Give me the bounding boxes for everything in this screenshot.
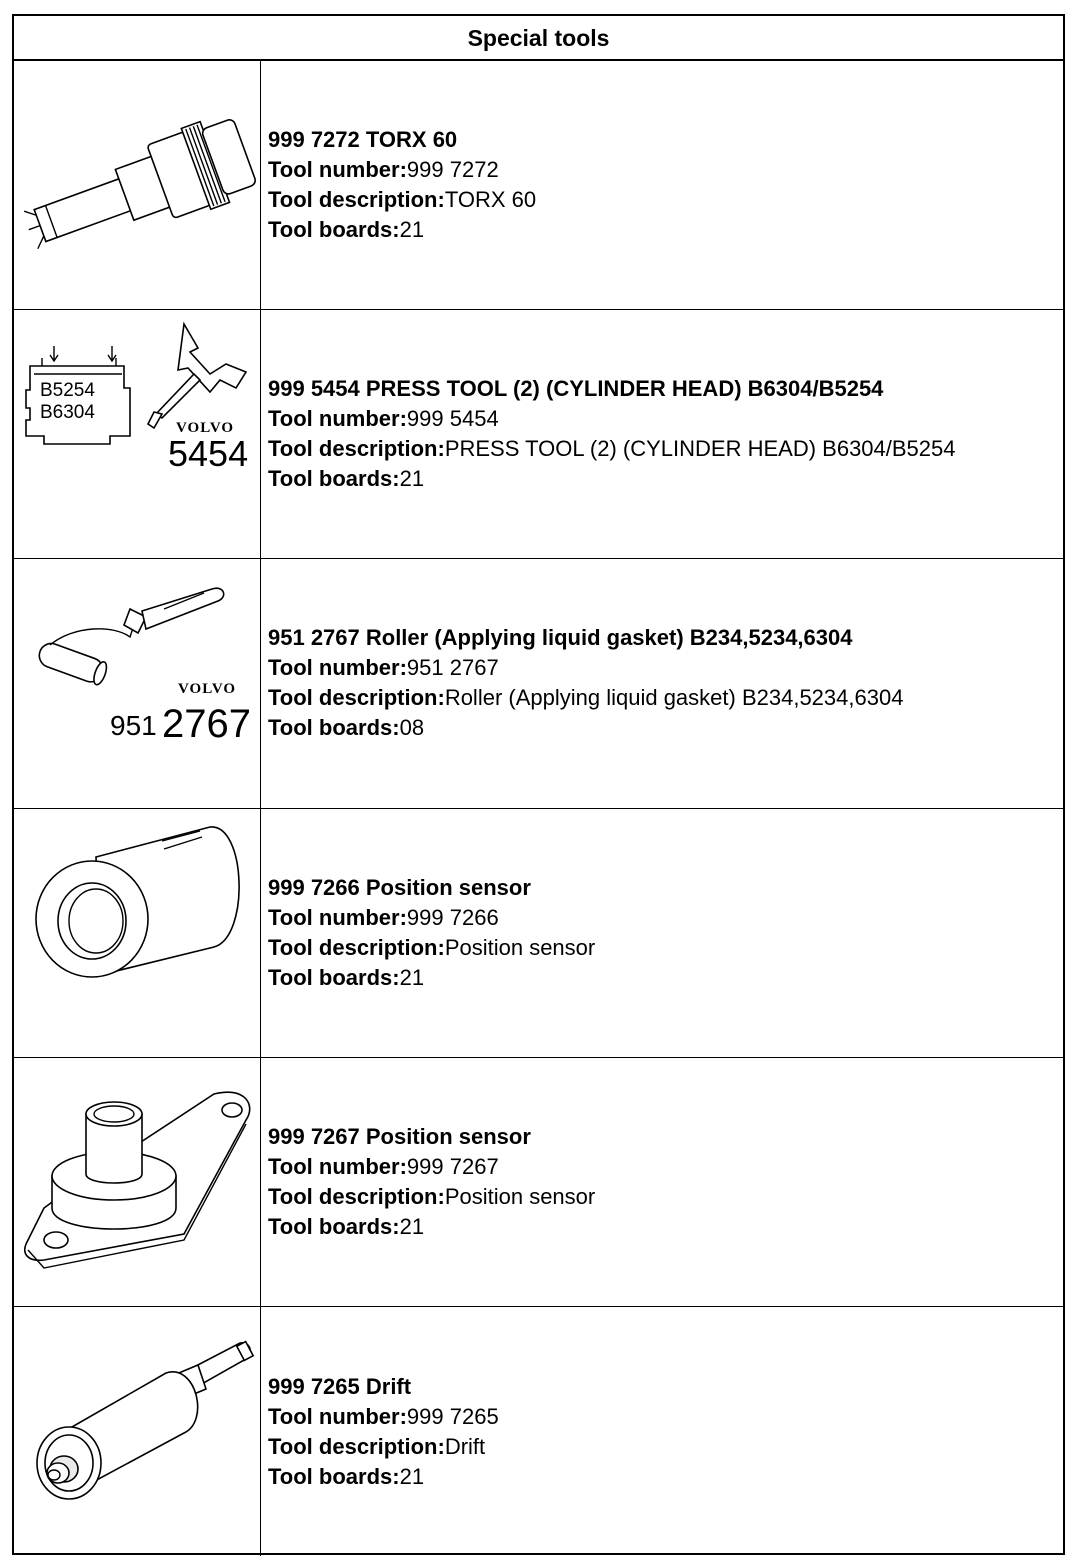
volvo-brand-label: VOLVO <box>176 420 235 437</box>
plate-label-bottom: B6304 <box>40 402 95 424</box>
tool-number-label: Tool number: <box>268 1403 407 1429</box>
tool-image-cell <box>14 809 261 1057</box>
tool-number-value: 951 2767 <box>406 655 499 681</box>
tool-code-prefix: 951 <box>110 710 157 742</box>
tool-number-value: 999 7266 <box>406 904 499 930</box>
tool-number-line <box>268 1402 1057 1432</box>
plate-label-top: B5254 <box>40 380 95 402</box>
tool-boards-line <box>268 464 1057 494</box>
tool-description-value: Position sensor <box>444 934 596 960</box>
tool-heading: 999 7265 Drift <box>268 1373 412 1399</box>
tool-number-line <box>268 155 1057 185</box>
tool-heading: 999 7266 Position sensor <box>268 874 531 900</box>
tool-number-line <box>268 1152 1057 1182</box>
tool-number-value: 999 5454 <box>406 406 499 432</box>
tool-code-label: 5454 <box>168 433 249 475</box>
tool-boards-label: Tool boards: <box>268 1463 400 1489</box>
tool-description-line <box>268 434 1057 464</box>
table-title: Special tools <box>14 16 1063 61</box>
tool-row <box>14 1058 1063 1307</box>
tool-description-label: Tool description: <box>268 1433 445 1459</box>
tool-boards-label: Tool boards: <box>268 715 400 741</box>
tool-info <box>268 61 1057 309</box>
press-tool-icon <box>14 310 260 558</box>
tool-boards-label: Tool boards: <box>268 466 400 492</box>
tool-heading: 951 2767 Roller (Applying liquid gasket) B234,5234,6304 <box>268 625 853 651</box>
tool-boards-label: Tool boards: <box>268 964 400 990</box>
roller-icon <box>14 559 260 807</box>
tool-boards-value: 08 <box>399 715 425 741</box>
position-sensor-cylinder-icon <box>14 809 260 1057</box>
tool-image-cell <box>14 310 261 558</box>
tool-number-label: Tool number: <box>268 1153 407 1179</box>
tool-description-value: TORX 60 <box>444 187 537 213</box>
tool-boards-value: 21 <box>399 217 425 243</box>
tool-description-value: PRESS TOOL (2) (CYLINDER HEAD) B6304/B5254 <box>444 436 956 462</box>
tool-number-value: 999 7265 <box>406 1403 499 1429</box>
tool-description-label: Tool description: <box>268 1183 445 1209</box>
tool-description-line <box>268 1182 1057 1212</box>
tool-info <box>268 1307 1057 1556</box>
tool-heading: 999 5454 PRESS TOOL (2) (CYLINDER HEAD) B6304/B5254 <box>268 376 884 402</box>
tool-description-line <box>268 933 1057 963</box>
tool-image-cell <box>14 1058 261 1306</box>
tool-image-cell <box>14 1307 261 1556</box>
tool-info <box>268 1058 1057 1306</box>
tool-heading: 999 7267 Position sensor <box>268 1123 531 1149</box>
tool-description-label: Tool description: <box>268 187 445 213</box>
tool-info <box>268 310 1057 558</box>
tool-image-cell <box>14 61 261 309</box>
position-sensor-flange-icon <box>14 1058 260 1306</box>
tool-boards-line <box>268 1462 1057 1492</box>
tool-boards-value: 21 <box>399 466 425 492</box>
tool-boards-label: Tool boards: <box>268 217 400 243</box>
tool-image-cell <box>14 559 261 807</box>
tool-boards-value: 21 <box>399 964 425 990</box>
tool-row <box>14 310 1063 559</box>
tool-number-label: Tool number: <box>268 157 407 183</box>
tool-description-value: Roller (Applying liquid gasket) B234,5234,6304 <box>444 685 904 711</box>
tool-description-value: Drift <box>444 1433 486 1459</box>
tool-number-line <box>268 903 1057 933</box>
tool-number-line <box>268 653 1057 683</box>
drift-icon <box>14 1307 260 1555</box>
tool-boards-line <box>268 215 1057 245</box>
tool-description-line <box>268 185 1057 215</box>
torx-bit-icon <box>14 61 260 309</box>
tool-number-line <box>268 404 1057 434</box>
tool-description-label: Tool description: <box>268 685 445 711</box>
tool-code-label: 2767 <box>162 702 251 747</box>
tool-description-line <box>268 683 1057 713</box>
tool-boards-line <box>268 1212 1057 1242</box>
volvo-brand-label: VOLVO <box>178 681 237 698</box>
tool-info <box>268 809 1057 1057</box>
tool-number-value: 999 7267 <box>406 1153 499 1179</box>
tool-row <box>14 809 1063 1058</box>
tool-boards-label: Tool boards: <box>268 1213 400 1239</box>
tool-description-label: Tool description: <box>268 436 445 462</box>
tool-number-value: 999 7272 <box>406 157 499 183</box>
tool-number-label: Tool number: <box>268 904 407 930</box>
tool-row <box>14 1307 1063 1556</box>
tool-description-value: Position sensor <box>444 1183 596 1209</box>
tool-boards-line <box>268 963 1057 993</box>
tool-row <box>14 61 1063 310</box>
tool-boards-value: 21 <box>399 1213 425 1239</box>
tool-number-label: Tool number: <box>268 655 407 681</box>
tool-heading: 999 7272 TORX 60 <box>268 127 458 153</box>
tool-boards-line <box>268 713 1057 743</box>
tool-description-line <box>268 1432 1057 1462</box>
tool-boards-value: 21 <box>399 1463 425 1489</box>
tool-number-label: Tool number: <box>268 406 407 432</box>
tool-info <box>268 559 1057 807</box>
special-tools-table <box>12 14 1065 1555</box>
tool-row <box>14 559 1063 808</box>
tool-description-label: Tool description: <box>268 934 445 960</box>
